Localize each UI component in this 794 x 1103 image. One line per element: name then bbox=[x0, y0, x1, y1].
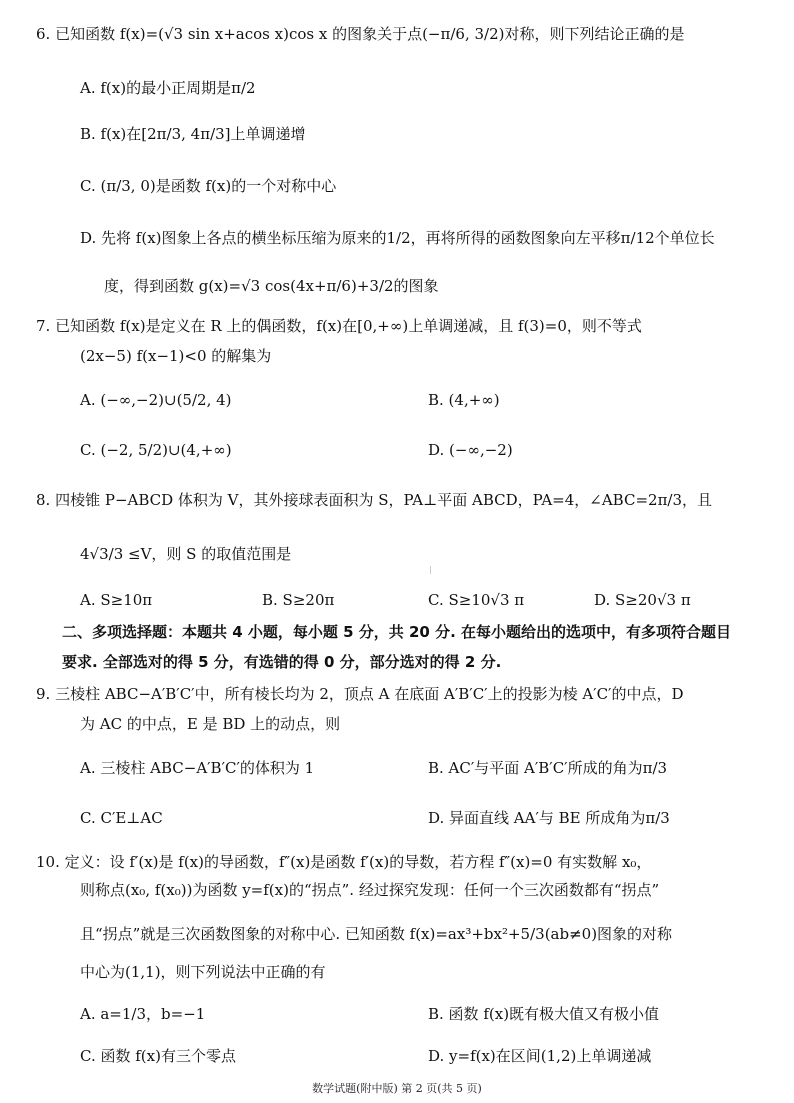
q7-stem-line2: (2x−5) f(x−1)<0 的解集为 bbox=[80, 347, 272, 365]
q10-stem-line4: 中心为(1,1)，则下列说法中正确的有 bbox=[80, 963, 326, 981]
q6-stem: 6. 已知函数 f(x)=(√3 sin x+acos x)cos x 的图象关于点(−π/6, 3/2)对称，则下列结论正确的是 bbox=[36, 25, 685, 43]
q6-option-d-line2: 度，得到函数 g(x)=√3 cos(4x+π/6)+3/2的图象 bbox=[104, 277, 439, 295]
q6-option-c: C. (π/3, 0)是函数 f(x)的一个对称中心 bbox=[80, 177, 337, 195]
q6-option-b: B. f(x)在[2π/3, 4π/3]上单调递增 bbox=[80, 125, 306, 143]
q9-option-d: D. 异面直线 AA′与 BE 所成角为π/3 bbox=[428, 809, 670, 827]
q8-option-a: A. S≥10π bbox=[80, 591, 153, 609]
q8-option-c: C. S≥10√3 π bbox=[428, 591, 525, 609]
q6-option-d-line1: D. 先将 f(x)图象上各点的横坐标压缩为原来的1/2，再将所得的函数图象向左平移π/12个单位长 bbox=[80, 229, 715, 247]
q8-stem-line1: 8. 四棱锥 P−ABCD 体积为 V，其外接球表面积为 S，PA⊥平面 ABCD，PA=4，∠ABC=2π/3，且 bbox=[36, 491, 713, 509]
q9-option-c: C. C′E⊥AC bbox=[80, 809, 163, 827]
scan-mark bbox=[430, 566, 431, 574]
q9-option-b: B. AC′与平面 A′B′C′所成的角为π/3 bbox=[428, 759, 668, 777]
section-2-heading-line1: 二、多项选择题：本题共 4 小题，每小题 5 分，共 20 分. 在每小题给出的选项中，有多项符合题目 bbox=[62, 623, 732, 641]
q7-stem-line1: 7. 已知函数 f(x)是定义在 R 上的偶函数，f(x)在[0,+∞)上单调递减，且 f(3)=0，则不等式 bbox=[36, 317, 642, 335]
q10-option-a: A. a=1/3，b=−1 bbox=[80, 1005, 206, 1023]
q7-option-c: C. (−2, 5/2)∪(4,+∞) bbox=[80, 441, 232, 459]
q10-stem-line2: 则称点(x₀, f(x₀))为函数 y=f(x)的“拐点”. 经过探究发现：任何一个三次函数都有“拐点” bbox=[80, 881, 660, 899]
page-footer: 数学试题(附中版) 第 2 页(共 5 页) bbox=[312, 1082, 482, 1095]
q8-stem-line2: 4√3/3 ≤V，则 S 的取值范围是 bbox=[80, 545, 292, 563]
q10-stem-line3: 且“拐点”就是三次函数图象的对称中心. 已知函数 f(x)=ax³+bx²+5/3(ab≠0)图象的对称 bbox=[80, 925, 673, 943]
q9-option-a: A. 三棱柱 ABC−A′B′C′的体积为 1 bbox=[80, 759, 315, 777]
q7-option-a: A. (−∞,−2)∪(5/2, 4) bbox=[80, 391, 232, 409]
q7-option-d: D. (−∞,−2) bbox=[428, 441, 513, 459]
q9-stem-line2: 为 AC 的中点，E 是 BD 上的动点，则 bbox=[80, 715, 341, 733]
q6-option-a: A. f(x)的最小正周期是π/2 bbox=[80, 79, 256, 97]
q8-option-d: D. S≥20√3 π bbox=[594, 591, 691, 609]
q10-option-d: D. y=f(x)在区间(1,2)上单调递减 bbox=[428, 1047, 652, 1065]
q10-option-b: B. 函数 f(x)既有极大值又有极小值 bbox=[428, 1005, 660, 1023]
section-2-heading-line2: 要求. 全部选对的得 5 分，有选错的得 0 分，部分选对的得 2 分. bbox=[62, 653, 502, 671]
q7-option-b: B. (4,+∞) bbox=[428, 391, 500, 409]
q10-option-c: C. 函数 f(x)有三个零点 bbox=[80, 1047, 236, 1065]
q10-stem-line1: 10. 定义：设 f′(x)是 f(x)的导函数，f″(x)是函数 f′(x)的导数，若方程 f″(x)=0 有实数解 x₀， bbox=[36, 853, 652, 871]
q8-option-b: B. S≥20π bbox=[262, 591, 335, 609]
q9-stem-line1: 9. 三棱柱 ABC−A′B′C′中，所有棱长均为 2，顶点 A 在底面 A′B′C′上的投影为棱 A′C′的中点，D bbox=[36, 685, 684, 703]
